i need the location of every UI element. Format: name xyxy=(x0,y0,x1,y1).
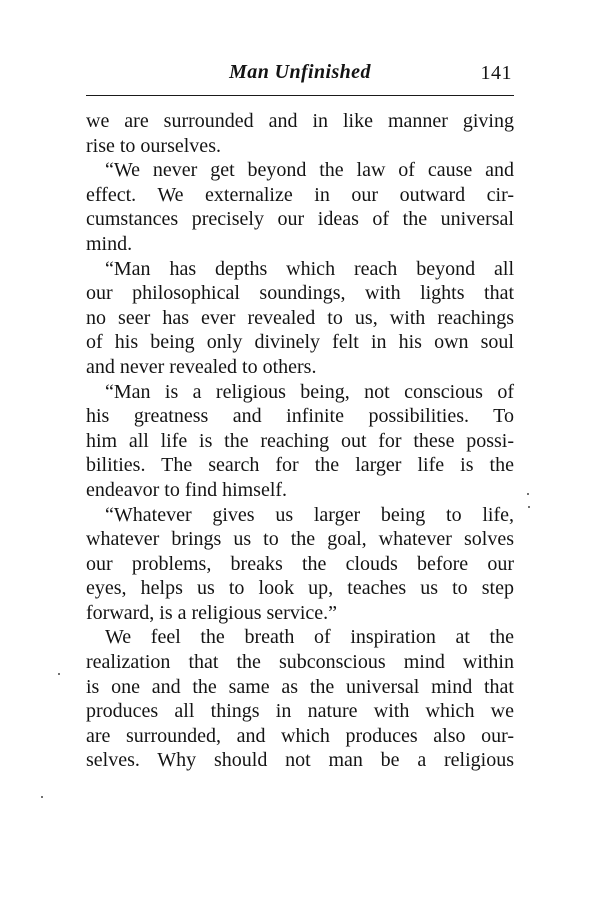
text-line: eyes, helps us to look up, teaches us to step xyxy=(86,577,514,600)
scan-speck xyxy=(58,673,60,675)
text-line: no seer has ever revealed to us, with reachings xyxy=(86,306,514,329)
text-line: rise to ourselves. xyxy=(86,134,221,157)
text-line: cumstances precisely our ideas of the universal xyxy=(86,208,514,231)
body-text xyxy=(86,109,514,773)
text-line: “Whatever gives us larger being to life, xyxy=(105,503,514,526)
text-line: bilities. The search for the larger life is the xyxy=(86,454,514,477)
text-line: him all life is the reaching out for these possi- xyxy=(86,429,514,452)
text-line: “We never get beyond the law of cause and xyxy=(105,159,514,182)
text-line: his greatness and infinite possibilities. To xyxy=(86,405,514,428)
text-line: endeavor to find himself. xyxy=(86,478,288,501)
scan-speck xyxy=(41,796,43,798)
text-line: selves. Why should not man be a religious xyxy=(86,749,514,772)
text-line: mind. xyxy=(86,232,133,255)
header-rule xyxy=(86,95,514,96)
page-number: 141 xyxy=(480,62,512,84)
text-line: and never revealed to others. xyxy=(86,355,317,378)
text-line: forward, is a religious service.” xyxy=(86,601,338,624)
text-line: whatever brings us to the goal, whatever solves xyxy=(86,528,514,551)
text-line: of his being only divinely felt in his own soul xyxy=(86,331,514,354)
text-line: produces all things in nature with which we xyxy=(86,700,514,723)
running-head xyxy=(86,60,514,92)
text-line: our problems, breaks the clouds before our xyxy=(86,552,514,575)
text-line: we are surrounded and in like manner giving xyxy=(86,110,514,132)
running-title: Man Unfinished xyxy=(229,61,371,83)
scan-speck xyxy=(527,493,529,495)
text-line: “Man has depths which reach beyond all xyxy=(105,257,514,280)
text-line: realization that the subconscious mind within xyxy=(86,651,514,674)
text-line: is one and the same as the universal mind that xyxy=(86,675,514,698)
text-line: “Man is a religious being, not conscious of xyxy=(105,380,514,403)
scan-speck xyxy=(528,506,530,508)
text-line: effect. We externalize in our outward cir- xyxy=(86,183,514,206)
text-line: our philosophical soundings, with lights that xyxy=(86,282,514,305)
text-line: are surrounded, and which produces also our- xyxy=(86,724,514,747)
text-line: We feel the breath of inspiration at the xyxy=(105,626,514,649)
